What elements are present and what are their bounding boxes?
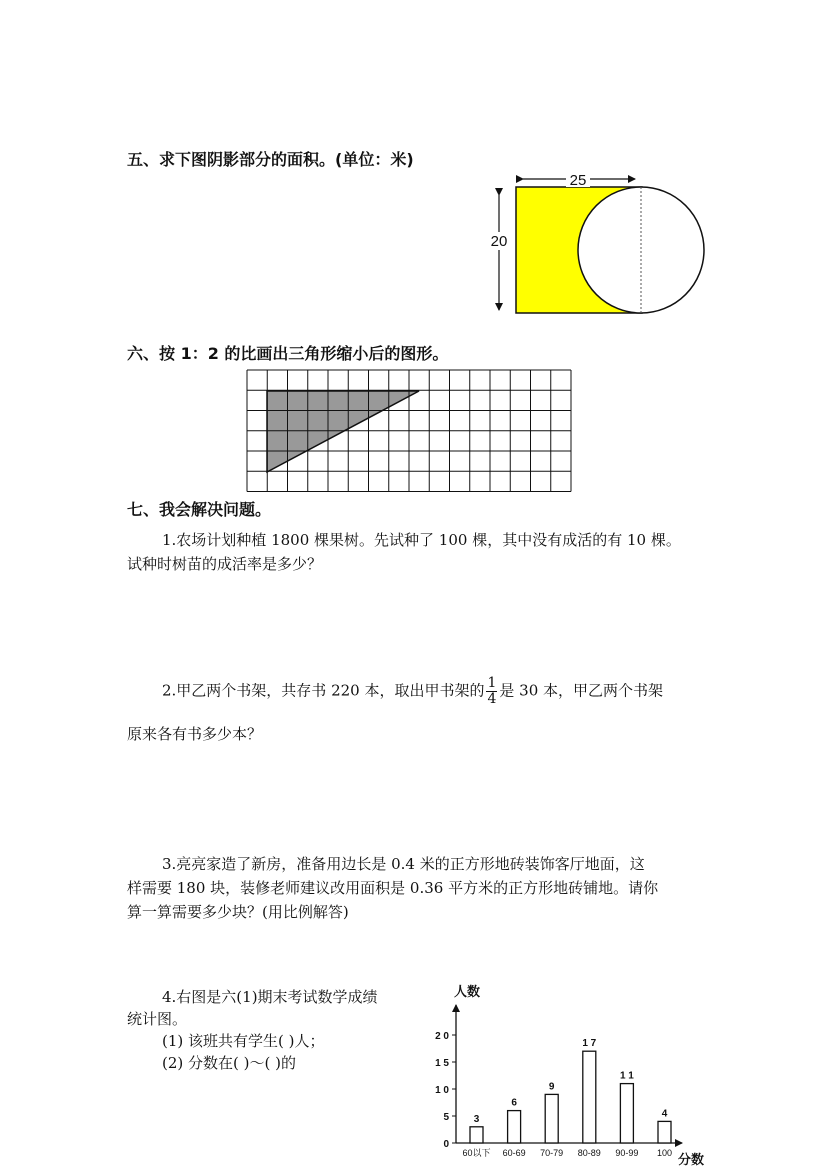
bar-value-label: 3 xyxy=(473,1113,480,1125)
width-label: 25 xyxy=(569,172,587,189)
category-label: 90-99 xyxy=(615,1148,639,1158)
category-label: 80-89 xyxy=(577,1148,601,1158)
question-1-line-1: 1.农场计划种植 1800 棵果树。先试种了 100 棵，其中没有成活的有 10 棵。 xyxy=(162,531,681,549)
question-3-line-1: 3.亮亮家造了新房，准备用边长是 0.4 米的正方形地砖装饰客厅地面，这 xyxy=(162,855,645,873)
bar xyxy=(658,1121,671,1143)
section5-heading: 五、求下图阴影部分的面积。(单位：米) xyxy=(127,150,414,169)
question-2-text-before: 2.甲乙两个书架，共存书 220 本，取出甲书架的 xyxy=(162,681,485,700)
y-tick-label: 5 xyxy=(443,1112,449,1123)
question-4-line-1: 4.右图是六(1)期末考试数学成绩 xyxy=(162,988,378,1006)
fraction-one-quarter: $\frac{1}{4}$ xyxy=(487,675,497,707)
height-label: 20 xyxy=(490,233,508,250)
bar-value-label: 4 xyxy=(661,1108,668,1120)
shaded-area-figure xyxy=(485,170,715,325)
bar xyxy=(470,1127,483,1143)
triangle-grid xyxy=(246,369,578,495)
bar xyxy=(583,1051,596,1143)
question-3-line-3: 算一算需要多少块？(用比例解答) xyxy=(127,903,349,921)
original-triangle xyxy=(267,391,419,472)
bar-value-label: 1 7 xyxy=(582,1038,597,1050)
category-label: 100 xyxy=(656,1148,673,1158)
question-4-line-2: 统计图。 xyxy=(127,1010,188,1028)
x-axis-label: 分数 xyxy=(678,1152,705,1167)
section7-heading: 七、我会解决问题。 xyxy=(127,500,272,519)
question-3-line-2: 样需要 180 块，装修老师建议改用面积是 0.36 平方米的正方形地砖铺地。请你 xyxy=(127,879,659,897)
question-2-line-1 xyxy=(162,676,663,707)
score-bar-chart xyxy=(420,980,710,1170)
y-tick-label: 1 0 xyxy=(435,1085,449,1096)
question-2-text-after: 是 30 本，甲乙两个书架 xyxy=(499,681,664,700)
circle xyxy=(578,187,704,313)
question-4-line-4: (2) 分数在( )～( )的 xyxy=(162,1054,296,1072)
category-label: 70-79 xyxy=(540,1148,564,1158)
y-tick-label: 1 5 xyxy=(435,1058,449,1069)
question-2-line-2: 原来各有书多少本？ xyxy=(127,725,263,743)
y-tick-label: 2 0 xyxy=(435,1031,449,1042)
y-axis-label: 人数 xyxy=(454,984,481,999)
question-4-line-3: (1) 该班共有学生( )人； xyxy=(162,1032,325,1050)
bar-value-label: 6 xyxy=(511,1097,517,1109)
y-tick-label: 0 xyxy=(443,1139,449,1150)
category-label: 60以下 xyxy=(462,1148,491,1158)
bar xyxy=(545,1094,558,1143)
bar xyxy=(508,1111,521,1143)
question-1-line-2: 试种时树苗的成活率是多少？ xyxy=(127,555,323,573)
bar-value-label: 1 1 xyxy=(619,1070,634,1082)
bar xyxy=(620,1084,633,1143)
category-label: 60-69 xyxy=(502,1148,526,1158)
section6-heading: 六、按 1：2 的比画出三角形缩小后的图形。 xyxy=(127,344,449,363)
bar-value-label: 9 xyxy=(548,1081,555,1093)
